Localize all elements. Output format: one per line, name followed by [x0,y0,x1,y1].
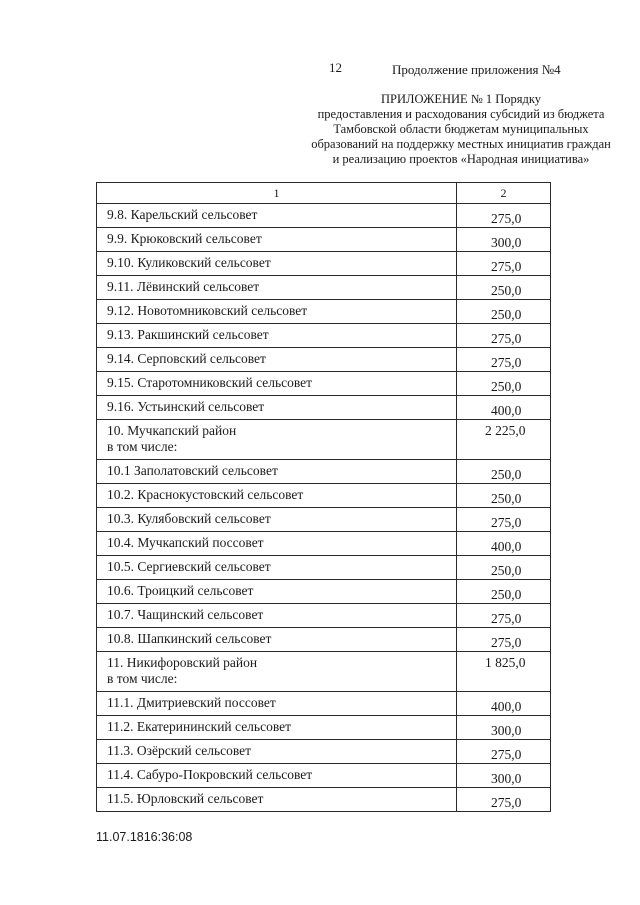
row-name-cell [97,716,457,740]
table-row [97,532,551,556]
table-header-row [97,183,551,204]
row-value: 300,0 [457,764,551,788]
row-value: 275,0 [457,740,551,764]
row-name-cell [97,252,457,276]
row-value: 300,0 [457,228,551,252]
row-value: 275,0 [457,324,551,348]
row-name: 10.2. Краснокустовский сельсовет [107,487,304,502]
row-value: 400,0 [457,692,551,716]
row-value: 275,0 [457,788,551,812]
table-row [97,420,551,460]
row-name: 11.5. Юрловский сельсовет [107,791,264,806]
appendix-line: предоставления и расходования субсидий из бюджета [317,107,605,121]
table-row [97,348,551,372]
table-row [97,716,551,740]
row-name: 9.10. Куликовский сельсовет [107,255,271,270]
row-name-cell [97,652,457,692]
row-name: 10.6. Троицкий сельсовет [107,583,254,598]
row-value: 250,0 [457,300,551,324]
row-name-cell [97,204,457,228]
table-row [97,580,551,604]
row-name: 9.11. Лёвинский сельсовет [107,279,260,294]
row-value: 300,0 [457,716,551,740]
row-value: 250,0 [457,460,551,484]
row-name: 11.1. Дмитриевский поссовет [107,695,276,710]
table-row [97,508,551,532]
table-row [97,372,551,396]
table-row [97,556,551,580]
continuation-label: Продолжение приложения №4 [392,62,561,77]
table-row [97,764,551,788]
row-name-cell [97,420,457,460]
row-name: 11.3. Озёрский сельсовет [107,743,252,758]
row-name: 9.15. Старотомниковский сельсовет [107,375,313,390]
table-row [97,276,551,300]
row-name: 10.4. Мучкапский поссовет [107,535,264,550]
row-name-cell [97,556,457,580]
row-name: 10.8. Шапкинский сельсовет [107,631,272,646]
row-name-cell [97,372,457,396]
row-name-cell [97,396,457,420]
table-row [97,652,551,692]
row-name: 10.5. Сергиевский сельсовет [107,559,271,574]
row-name-cell [97,348,457,372]
table-row [97,604,551,628]
table-row [97,788,551,812]
column-header: 1 [97,183,457,204]
row-value: 275,0 [457,508,551,532]
appendix-line: ПРИЛОЖЕНИЕ № 1 Порядку [380,92,542,106]
row-name: 9.13. Ракшинский сельсовет [107,327,269,342]
row-value: 250,0 [457,580,551,604]
table-row [97,460,551,484]
table-row [97,204,551,228]
row-name: 11.2. Екатерининский сельсовет [107,719,292,734]
row-name-cell [97,300,457,324]
row-name-sub: в том числе: [107,671,178,686]
row-value: 400,0 [457,532,551,556]
appendix-line: образований на поддержку местных инициатив граждан [311,137,611,151]
row-name: 9.16. Устьинский сельсовет [107,399,265,414]
column-header: 2 [457,183,551,204]
row-name-cell [97,740,457,764]
row-name-cell [97,692,457,716]
row-name: 10. Мучкапский район [107,423,237,438]
table-row [97,740,551,764]
row-value: 250,0 [457,276,551,300]
appendix-line: Тамбовской области бюджетам муниципальных [333,122,589,136]
row-value: 275,0 [457,604,551,628]
table-row [97,396,551,420]
row-name-cell [97,324,457,348]
row-value: 400,0 [457,396,551,420]
table-body [97,204,551,812]
row-name-cell [97,788,457,812]
row-value: 275,0 [457,252,551,276]
row-name: 9.14. Серповский сельсовет [107,351,266,366]
row-value: 250,0 [457,556,551,580]
row-name: 10.7. Чащинский сельсовет [107,607,264,622]
row-value: 2 225,0 [457,420,551,460]
row-value: 275,0 [457,628,551,652]
row-value: 275,0 [457,348,551,372]
subsidy-table [96,182,551,812]
row-value: 1 825,0 [457,652,551,692]
row-value: 275,0 [457,204,551,228]
row-name: 9.9. Крюковский сельсовет [107,231,262,246]
row-name-cell [97,764,457,788]
row-name-cell [97,580,457,604]
row-name: 11. Никифоровский район [107,655,258,670]
row-name-cell [97,508,457,532]
table-row [97,324,551,348]
row-name-sub: в том числе: [107,439,178,454]
table-row [97,252,551,276]
row-name: 9.12. Новотомниковский сельсовет [107,303,308,318]
row-name-cell [97,628,457,652]
table-row [97,628,551,652]
table-row [97,692,551,716]
print-timestamp: 11.07.1816:36:08 [96,830,193,844]
row-name: 11.4. Сабуро-Покровский сельсовет [107,767,313,782]
appendix-line: и реализацию проектов «Народная инициатива» [332,152,590,166]
row-name-cell [97,276,457,300]
table-row [97,484,551,508]
row-name: 9.8. Карельский сельсовет [107,207,258,222]
table-row [97,228,551,252]
row-value: 250,0 [457,484,551,508]
row-name: 10.3. Кулябовский сельсовет [107,511,271,526]
row-name-cell [97,604,457,628]
row-name-cell [97,460,457,484]
page-number: 12 [329,60,342,75]
row-name-cell [97,532,457,556]
row-name-cell [97,228,457,252]
row-value: 250,0 [457,372,551,396]
table-row [97,300,551,324]
row-name: 10.1 Заполатовский сельсовет [107,463,278,478]
row-name-cell [97,484,457,508]
appendix-heading [296,92,626,167]
